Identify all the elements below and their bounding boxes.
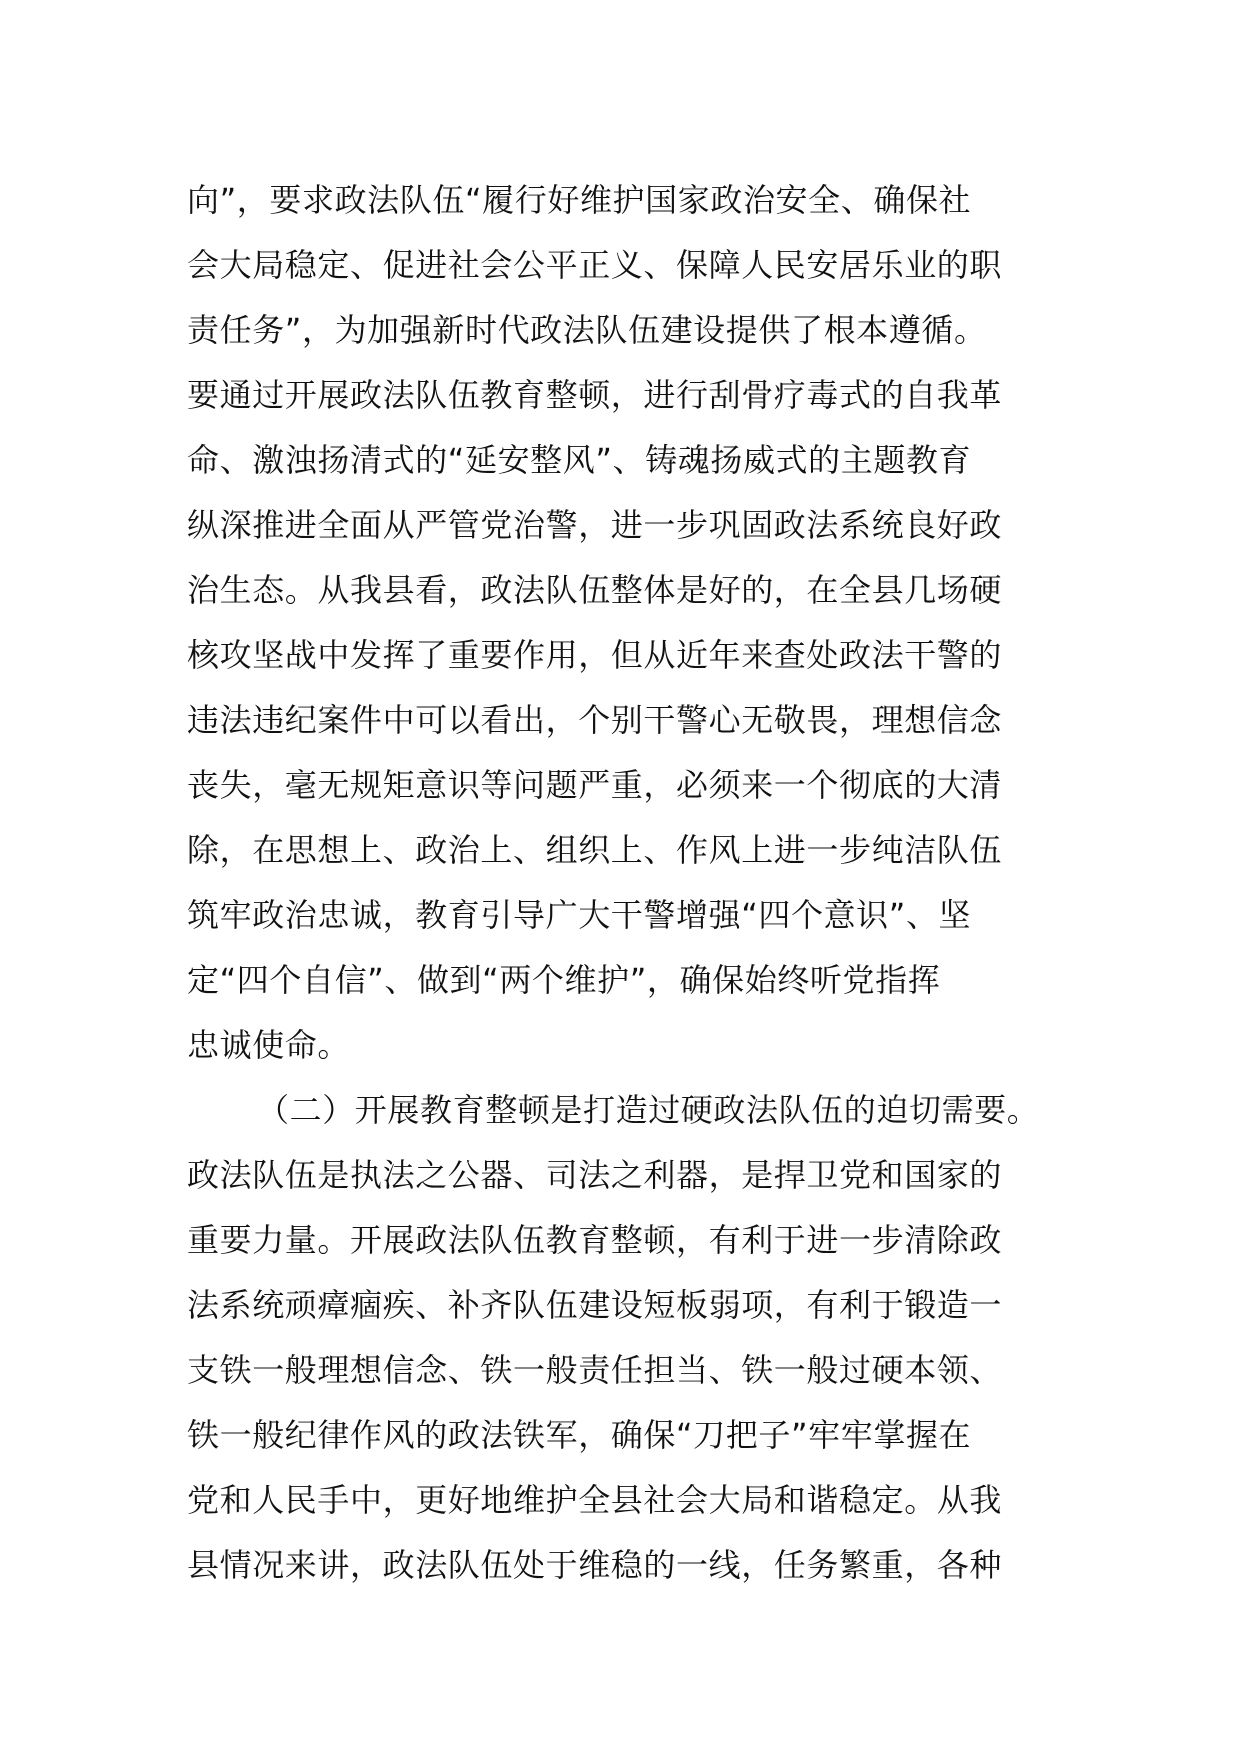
text-line: 核攻坚战中发挥了重要作用，但从近年来查处政法干警的: [187, 636, 1003, 674]
text-line: 县情况来讲，政法队伍处于维稳的一线，任务繁重，各种: [187, 1546, 1003, 1584]
text-line: 会大局稳定、促进社会公平正义、保障人民安居乐业的职: [187, 246, 1003, 284]
text-line: 要通过开展政法队伍教育整顿，进行刮骨疗毒式的自我革: [187, 376, 1003, 414]
text-line: 丧失，毫无规矩意识等问题严重，必须来一个彻底的大清: [187, 766, 1003, 804]
text-line: 支铁一般理想信念、铁一般责任担当、铁一般过硬本领、: [187, 1351, 1003, 1389]
body-text: [187, 168, 1067, 1598]
text-line: 除，在思想上、政治上、组织上、作风上进一步纯洁队伍: [187, 831, 1003, 869]
text-line: 政法队伍是执法之公器、司法之利器，是捍卫党和国家的: [187, 1156, 1003, 1194]
text-line: 责任务”，为加强新时代政法队伍建设提供了根本遵循。: [187, 311, 987, 349]
text-line: 党和人民手中，更好地维护全县社会大局和谐稳定。从我: [187, 1481, 1003, 1519]
text-line: 违法违纪案件中可以看出，个别干警心无敬畏，理想信念: [187, 701, 1003, 739]
section-heading: （二）开展教育整顿是打造过硬政法队伍的迫切需要。: [257, 1091, 1040, 1129]
text-line: 筑牢政治忠诚，教育引导广大干警增强“四个意识”、坚: [187, 896, 972, 934]
text-line: 定“四个自信”、做到“两个维护”，确保始终听党指挥: [187, 961, 941, 999]
text-line: 纵深推进全面从严管党治警，进一步巩固政法系统良好政: [187, 506, 1003, 544]
text-line: 忠诚使命。: [187, 1026, 351, 1064]
text-line: 命、激浊扬清式的“延安整风”、铸魂扬威式的主题教育: [187, 441, 972, 479]
text-line: 治生态。从我县看，政法队伍整体是好的，在全县几场硬: [187, 571, 1003, 609]
text-line: 重要力量。开展政法队伍教育整顿，有利于进一步清除政: [187, 1221, 1003, 1259]
text-line: 向”，要求政法队伍“履行好维护国家政治安全、确保社: [187, 181, 972, 219]
text-line: 铁一般纪律作风的政法铁军，确保“刀把子”牢牢掌握在: [187, 1416, 972, 1454]
text-line: 法系统顽瘴痼疾、补齐队伍建设短板弱项，有利于锻造一: [187, 1286, 1003, 1324]
